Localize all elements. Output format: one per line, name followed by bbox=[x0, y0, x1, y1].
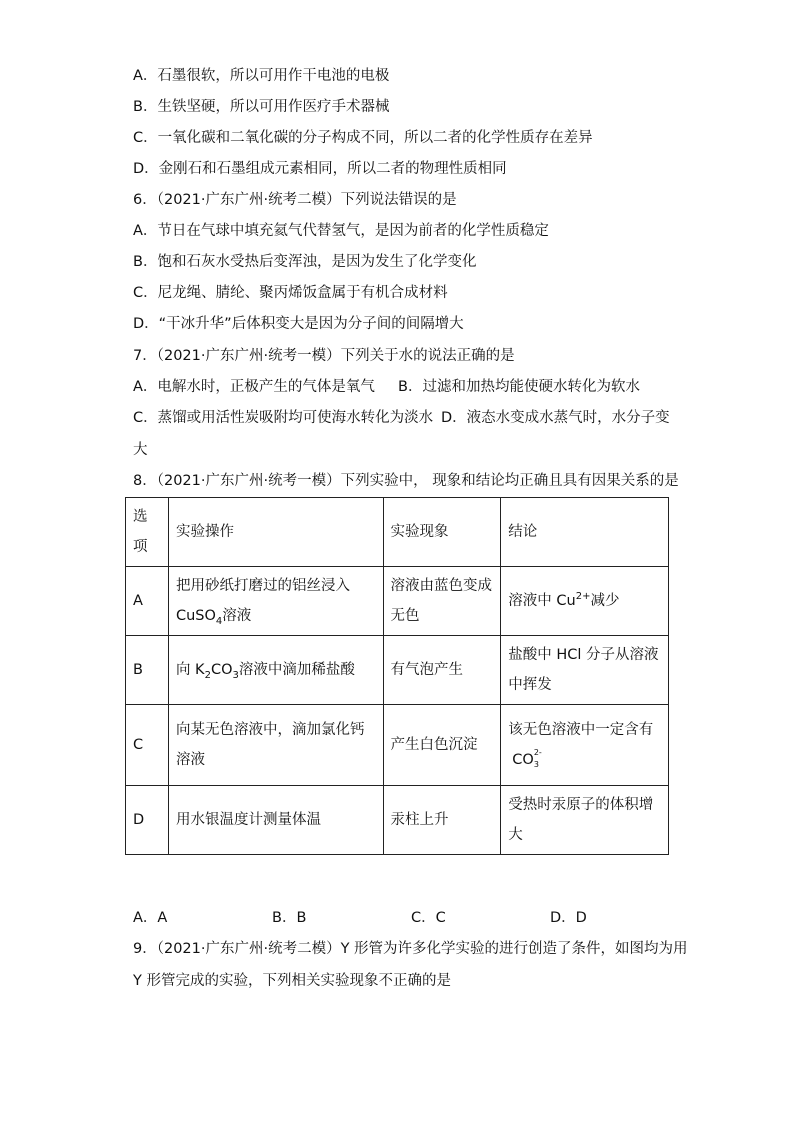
formula-text: 溶液 bbox=[222, 608, 252, 624]
q8-stem: 8．（2021·广东广州·统考一模）下列实验中， 现象和结论均正确且具有因果关系的是 bbox=[133, 473, 679, 489]
ion-subscript: 3 bbox=[533, 760, 539, 769]
formula-text: CO bbox=[210, 662, 233, 678]
choice-c: C．C bbox=[411, 910, 446, 926]
conclusion-ion bbox=[508, 745, 661, 775]
table-row bbox=[126, 786, 669, 855]
formula-text: CuSO bbox=[175, 608, 216, 624]
table-row bbox=[126, 705, 669, 786]
q7-stem: 7．（2021·广东广州·统考一模）下列关于水的说法正确的是 bbox=[133, 348, 515, 364]
formula-text: 溶液中滴加稀盐酸 bbox=[238, 662, 355, 678]
header-option: 选项 bbox=[126, 498, 169, 567]
row-option: D bbox=[126, 786, 169, 855]
conclusion-text: 溶液中 Cu bbox=[508, 593, 576, 609]
row-operation: 用水银温度计测量体温 bbox=[168, 786, 383, 855]
q9-stem-line2: Y 形管完成的实验，下列相关实验现象不正确的是 bbox=[133, 973, 451, 989]
row-operation bbox=[168, 636, 383, 705]
ion-charge: 2- bbox=[533, 748, 542, 757]
row-phenomenon: 溶液由蓝色变成无色 bbox=[383, 567, 501, 636]
q6-option-c: C．尼龙绳、腈纶、聚丙烯饭盒属于有机合成材料 bbox=[133, 285, 448, 301]
q5-option-c: C．一氧化碳和二氧化碳的分子构成不同，所以二者的化学性质存在差异 bbox=[133, 130, 593, 146]
row-phenomenon: 产生白色沉淀 bbox=[383, 705, 501, 786]
row-operation bbox=[168, 567, 383, 636]
row-conclusion bbox=[501, 705, 669, 786]
conclusion-line: 该无色溶液中一定含有 bbox=[508, 722, 654, 738]
q8-table bbox=[125, 497, 669, 855]
q9-stem-line1: 9．（2021·广东广州·统考二模）Y 形管为许多化学实验的进行创造了条件，如图均为用 bbox=[133, 941, 688, 957]
q5-option-b: B．生铁坚硬，所以可用作医疗手术器械 bbox=[133, 99, 390, 115]
q6-option-b: B．饱和石灰水受热后变浑浊，是因为发生了化学变化 bbox=[133, 254, 477, 270]
choice-b: B．B bbox=[272, 910, 307, 926]
row-conclusion: 盐酸中 HCl 分子从溶液中挥发 bbox=[501, 636, 669, 705]
table-row bbox=[126, 567, 669, 636]
q6-option-a: A．节日在气球中填充氦气代替氢气，是因为前者的化学性质稳定 bbox=[133, 223, 549, 239]
header-conclusion: 结论 bbox=[501, 498, 669, 567]
formula-subscript: 3 bbox=[232, 669, 239, 681]
ion-formula: CO bbox=[512, 752, 534, 768]
row-option: C bbox=[126, 705, 169, 786]
row-option: A bbox=[126, 567, 169, 636]
table-header-row bbox=[126, 498, 669, 567]
header-phenomenon: 实验现象 bbox=[383, 498, 501, 567]
q6-stem: 6．（2021·广东广州·统考二模）下列说法错误的是 bbox=[133, 192, 457, 208]
table-row bbox=[126, 636, 669, 705]
ion-charge: 2+ bbox=[575, 591, 591, 603]
formula-subscript: 2 bbox=[204, 669, 211, 681]
q5-option-d: D．金刚石和石墨组成元素相同，所以二者的物理性质相同 bbox=[133, 161, 507, 177]
conclusion-text: 减少 bbox=[590, 593, 620, 609]
q5-option-a: A．石墨很软，所以可用作干电池的电极 bbox=[133, 68, 390, 84]
row-option: B bbox=[126, 636, 169, 705]
choice-d: D．D bbox=[550, 910, 587, 926]
q7-option-b: B．过滤和加热均能使硬水转化为软水 bbox=[398, 379, 640, 395]
row-conclusion bbox=[501, 567, 669, 636]
operation-line bbox=[176, 601, 376, 631]
q7-option-a: A．电解水时，正极产生的气体是氧气 bbox=[133, 379, 375, 395]
header-operation: 实验操作 bbox=[168, 498, 383, 567]
q7-option-d: D．液态水变成水蒸气时，水分子变 bbox=[441, 410, 670, 426]
formula-text: 向 K bbox=[175, 662, 205, 678]
q8-choices bbox=[133, 908, 587, 928]
operation-line: 把用砂纸打磨过的铝丝浸入 bbox=[175, 578, 350, 594]
q7-option-c: C．蒸馏或用活性炭吸附均可使海水转化为淡水 bbox=[133, 410, 434, 426]
row-phenomenon: 有气泡产生 bbox=[383, 636, 501, 705]
row-operation: 向某无色溶液中，滴加氯化钙溶液 bbox=[168, 705, 383, 786]
q7-option-d-continued: 大 bbox=[133, 442, 148, 458]
formula-subscript: 4 bbox=[215, 615, 223, 627]
choice-a: A．A bbox=[133, 910, 168, 926]
ion-super-sub bbox=[534, 750, 541, 770]
q6-option-d: D．“干冰升华”后体积变大是因为分子间的间隔增大 bbox=[133, 316, 464, 332]
row-phenomenon: 汞柱上升 bbox=[383, 786, 501, 855]
row-conclusion: 受热时汞原子的体积增大 bbox=[501, 786, 669, 855]
